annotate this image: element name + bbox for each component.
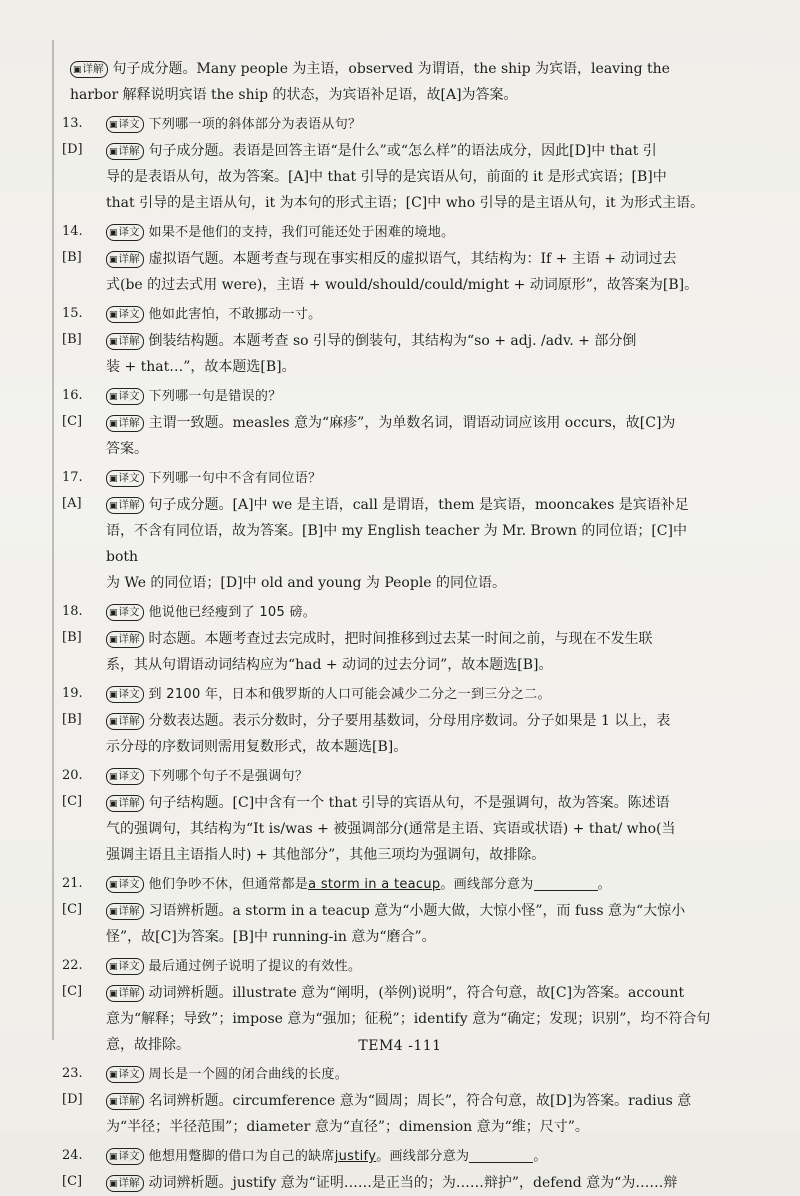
translation-line xyxy=(106,1061,720,1088)
item-number: 17. [A] xyxy=(62,470,83,511)
detail-badge: ▣详解 xyxy=(106,333,144,350)
answer-item xyxy=(62,301,720,380)
answer-item xyxy=(62,219,720,298)
book-icon: ▣ xyxy=(109,337,118,347)
item-number: 13. [D] xyxy=(62,116,83,157)
translation-badge: ▣译文 xyxy=(106,388,144,405)
book-icon: ▣ xyxy=(109,635,118,645)
answer-item xyxy=(62,681,720,760)
detail-text: 主谓一致题。measles 意为“麻疹”，为单数名词，谓语动词应该用 occurs，故[C]为 xyxy=(148,415,676,431)
translation-badge: ▣译文 xyxy=(106,470,144,487)
detail-text: 答案。 xyxy=(106,441,148,457)
book-icon: ▣ xyxy=(109,1179,118,1189)
item-number: 16. [C] xyxy=(62,388,83,429)
translation-badge: ▣译文 xyxy=(106,604,144,621)
detail-line xyxy=(106,842,720,868)
detail-text: 动词辨析题。justify 意为“证明……是正当的；为……辩护”，defend 意为“为……辩 xyxy=(148,1175,678,1191)
answer-item xyxy=(62,1061,720,1140)
underlined-phrase: justify xyxy=(334,1149,377,1164)
answer-item xyxy=(62,111,720,216)
item-number: 20. [C] xyxy=(62,768,83,809)
book-icon: ▣ xyxy=(109,1070,118,1080)
detail-line xyxy=(106,708,720,734)
translation-text: 下列哪个句子不是强调句？ xyxy=(148,769,309,784)
translation-text: 他说他已经瘦到了 105 磅。 xyxy=(148,605,317,620)
translation-prompt: 。画线部分意为 xyxy=(376,1149,470,1164)
detail-line xyxy=(106,1006,720,1032)
translation-end: 。 xyxy=(597,877,611,892)
translation-line xyxy=(106,383,720,410)
item-list xyxy=(62,111,720,1196)
book-icon: ▣ xyxy=(109,1097,118,1107)
item-number: 18. [B] xyxy=(62,604,83,645)
translation-badge: ▣译文 xyxy=(106,876,144,893)
detail-line xyxy=(106,626,720,652)
book-icon: ▣ xyxy=(73,65,82,75)
detail-badge: ▣详解 xyxy=(106,1093,144,1110)
item-number: 21. [C] xyxy=(62,876,83,917)
book-icon: ▣ xyxy=(109,310,118,320)
detail-text: 名词辨析题。circumference 意为“圆周；周长”，符合句意，故[D]为答案。radius 意 xyxy=(148,1093,692,1109)
detail-line xyxy=(106,1114,720,1140)
detail-text: 怪”，故[C]为答案。[B]中 running-in 意为“磨合”。 xyxy=(106,929,436,945)
detail-line xyxy=(106,734,720,760)
intro-line: 句子成分题。Many people 为主语，observed 为谓语，the ship 为宾语，leaving the xyxy=(112,61,670,77)
detail-line xyxy=(106,924,720,950)
translation-text: 他如此害怕，不敢挪动一寸。 xyxy=(148,307,322,322)
translation-text: 他想用蹩脚的借口为自己的缺席 xyxy=(148,1149,335,1164)
item-number: 22. [C] xyxy=(62,958,83,999)
binding-edge-line xyxy=(52,40,54,1040)
detail-badge: ▣详解 xyxy=(106,143,144,160)
book-icon: ▣ xyxy=(109,147,118,157)
detail-text: 时态题。本题考查过去完成时，把时间推移到过去某一时间之前，与现在不发生联 xyxy=(148,631,653,647)
page-footer: TEM4 -111 xyxy=(358,1038,442,1054)
book-icon: ▣ xyxy=(109,474,118,484)
book-icon: ▣ xyxy=(109,799,118,809)
detail-line xyxy=(106,1170,720,1196)
book-icon: ▣ xyxy=(109,690,118,700)
book-icon: ▣ xyxy=(109,392,118,402)
detail-line xyxy=(106,410,720,436)
detail-badge: ▣详解 xyxy=(106,251,144,268)
detail-badge: ▣详解 xyxy=(106,903,144,920)
book-icon: ▣ xyxy=(109,907,118,917)
detail-badge: ▣详解 xyxy=(106,795,144,812)
item-body xyxy=(106,219,720,298)
translation-badge: ▣译文 xyxy=(106,306,144,323)
detail-text: 倒装结构题。本题考查 so 引导的倒装句，其结构为“so + adj. /adv. + 部分倒 xyxy=(148,333,637,349)
detail-text: 意为“解释；导致”；impose 意为“强加；征税”；identify 意为“确定；发现；识别”，均不符合句 xyxy=(106,1011,711,1027)
translation-line xyxy=(106,953,720,980)
detail-text: 句子成分题。[A]中 we 是主语，call 是谓语，them 是宾语，mooncakes 是宾语补足 xyxy=(148,497,689,513)
detail-line xyxy=(106,570,720,596)
detail-text: 导的是表语从句，故为答案。[A]中 that 引导的是宾语从句，前面的 it 是形式宾语；[B]中 xyxy=(106,169,667,185)
item-body xyxy=(106,383,720,462)
detail-text: 动词辨析题。illustrate 意为“阐明，(举例)说明”，符合句意，故[C]为答案。account xyxy=(148,985,685,1001)
answer-item xyxy=(62,383,720,462)
detail-line xyxy=(106,190,720,216)
book-icon: ▣ xyxy=(109,501,118,511)
underlined-phrase: a storm in a teacup xyxy=(308,877,441,892)
detail-text: 系，其从句谓语动词结构应为“had + 动词的过去分词”，故本题选[B]。 xyxy=(106,657,553,673)
translation-text: 他们争吵不休，但通常都是 xyxy=(148,877,309,892)
detail-line xyxy=(106,246,720,272)
detail-line xyxy=(106,164,720,190)
translation-line xyxy=(106,1143,720,1170)
translation-badge: ▣译文 xyxy=(106,958,144,975)
answer-item xyxy=(62,465,720,596)
book-icon: ▣ xyxy=(109,962,118,972)
item-body xyxy=(106,465,720,596)
translation-text: 下列哪一项的斜体部分为表语从句？ xyxy=(148,117,362,132)
book-icon: ▣ xyxy=(109,772,118,782)
book-icon: ▣ xyxy=(109,989,118,999)
item-number: 14. [B] xyxy=(62,224,83,265)
detail-badge: ▣详解 xyxy=(106,985,144,1002)
book-icon: ▣ xyxy=(109,120,118,130)
translation-text: 下列哪一句中不含有同位语？ xyxy=(148,471,322,486)
book-icon: ▣ xyxy=(109,1152,118,1162)
detail-text: 装 + that…”，故本题选[B]。 xyxy=(106,359,296,375)
item-body xyxy=(106,1061,720,1140)
translation-end: 。 xyxy=(533,1149,547,1164)
detail-badge: ▣详解 xyxy=(106,415,144,432)
detail-text: 强调主语且主语指人时) + 其他部分”，其他三项均为强调句，故排除。 xyxy=(106,847,546,863)
detail-line xyxy=(106,816,720,842)
translation-line xyxy=(106,301,720,328)
fill-in-blank xyxy=(469,1150,533,1163)
detail-text: 为 We 的同位语；[D]中 old and young 为 People 的同位语。 xyxy=(106,575,507,591)
book-icon: ▣ xyxy=(109,419,118,429)
intro-explanation xyxy=(70,56,720,108)
detail-line xyxy=(106,980,720,1006)
translation-text: 到 2100 年，日本和俄罗斯的人口可能会减少二分之一到三分之二。 xyxy=(148,687,551,702)
detail-text: 语，不含有同位语，故为答案。[B]中 my English teacher 为 Mr. Brown 的同位语；[C]中 both xyxy=(106,523,687,565)
item-number: 19. [B] xyxy=(62,686,83,727)
translation-line xyxy=(106,465,720,492)
translation-text: 如果不是他们的支持，我们可能还处于困难的境地。 xyxy=(148,225,455,240)
detail-text: 气的强调句，其结构为“It is/was + 被强调部分(通常是主语、宾语或状语) + that/ who(当 xyxy=(106,821,676,837)
answer-item xyxy=(62,1143,720,1196)
translation-line xyxy=(106,871,720,898)
item-body xyxy=(106,681,720,760)
book-icon: ▣ xyxy=(109,228,118,238)
detail-line xyxy=(106,492,720,518)
detail-line xyxy=(106,138,720,164)
detail-badge: ▣详解 xyxy=(106,1175,144,1192)
translation-badge: ▣译文 xyxy=(106,768,144,785)
detail-text: 句子结构题。[C]中含有一个 that 引导的宾语从句，不是强调句，故为答案。陈述语 xyxy=(148,795,670,811)
translation-text: 最后通过例子说明了提议的有效性。 xyxy=(148,959,362,974)
book-icon: ▣ xyxy=(109,608,118,618)
detail-line xyxy=(106,354,720,380)
detail-badge: ▣详解 xyxy=(106,713,144,730)
item-body xyxy=(106,1143,720,1196)
detail-text: 句子成分题。表语是回答主语“是什么”或“怎么样”的语法成分，因此[D]中 that 引 xyxy=(148,143,657,159)
detail-line xyxy=(106,790,720,816)
item-body xyxy=(106,871,720,950)
translation-line xyxy=(106,599,720,626)
detail-text: 虚拟语气题。本题考查与现在事实相反的虚拟语气，其结构为：If + 主语 + 动词过去 xyxy=(148,251,677,267)
translation-line xyxy=(106,763,720,790)
answer-item xyxy=(62,599,720,678)
detail-text: 式(be 的过去式用 were)，主语 + would/should/could/might + 动词原形”，故答案为[B]。 xyxy=(106,277,699,293)
book-icon: ▣ xyxy=(109,717,118,727)
item-body xyxy=(106,301,720,380)
book-icon: ▣ xyxy=(109,255,118,265)
item-number: 23. [D] xyxy=(62,1066,83,1107)
detail-badge: ▣详解 xyxy=(106,631,144,648)
translation-line xyxy=(106,111,720,138)
detail-line xyxy=(106,436,720,462)
detail-line xyxy=(106,328,720,354)
translation-badge: ▣译文 xyxy=(106,1066,144,1083)
detail-text: 示分母的序数词则需用复数形式，故本题选[B]。 xyxy=(106,739,408,755)
detail-line xyxy=(106,272,720,298)
detail-line xyxy=(106,898,720,924)
translation-line xyxy=(106,681,720,708)
translation-badge: ▣译文 xyxy=(106,224,144,241)
intro-line: harbor 解释说明宾语 the ship 的状态，为宾语补足语，故[A]为答案。 xyxy=(70,87,518,103)
item-number: 15. [B] xyxy=(62,306,83,347)
detail-badge: ▣详解 xyxy=(106,497,144,514)
detail-text: 分数表达题。表示分数时，分子要用基数词，分母用序数词。分子如果是 1 以上，表 xyxy=(148,713,671,729)
translation-badge: ▣译文 xyxy=(106,686,144,703)
detail-text: 意，故排除。 xyxy=(106,1037,190,1053)
detail-line xyxy=(106,518,720,570)
answer-item xyxy=(62,763,720,868)
answer-explanations xyxy=(62,56,720,1196)
book-icon: ▣ xyxy=(109,880,118,890)
translation-badge: ▣译文 xyxy=(106,116,144,133)
detail-text: that 引导的是主语从句，it 为本句的形式主语；[C]中 who 引导的是主语从句，it 为形式主语。 xyxy=(106,195,705,211)
detail-line xyxy=(106,652,720,678)
translation-text: 下列哪一句是错误的？ xyxy=(148,389,282,404)
answer-item xyxy=(62,871,720,950)
item-number: 24. [C] xyxy=(62,1148,83,1189)
detail-text: 习语辨析题。a storm in a teacup 意为“小题大做，大惊小怪”，而 fuss 意为“大惊小 xyxy=(148,903,686,919)
detail-badge: ▣详解 xyxy=(70,61,108,78)
fill-in-blank xyxy=(534,878,598,891)
translation-prompt: 。画线部分意为 xyxy=(440,877,534,892)
translation-text: 周长是一个圆的闭合曲线的长度。 xyxy=(148,1067,349,1082)
detail-line xyxy=(106,1088,720,1114)
detail-text: 为“半径；半径范围”；diameter 意为“直径”；dimension 意为“维；尺寸”。 xyxy=(106,1119,589,1135)
item-body xyxy=(106,763,720,868)
translation-badge: ▣译文 xyxy=(106,1148,144,1165)
item-body xyxy=(106,111,720,216)
item-body xyxy=(106,599,720,678)
translation-line xyxy=(106,219,720,246)
